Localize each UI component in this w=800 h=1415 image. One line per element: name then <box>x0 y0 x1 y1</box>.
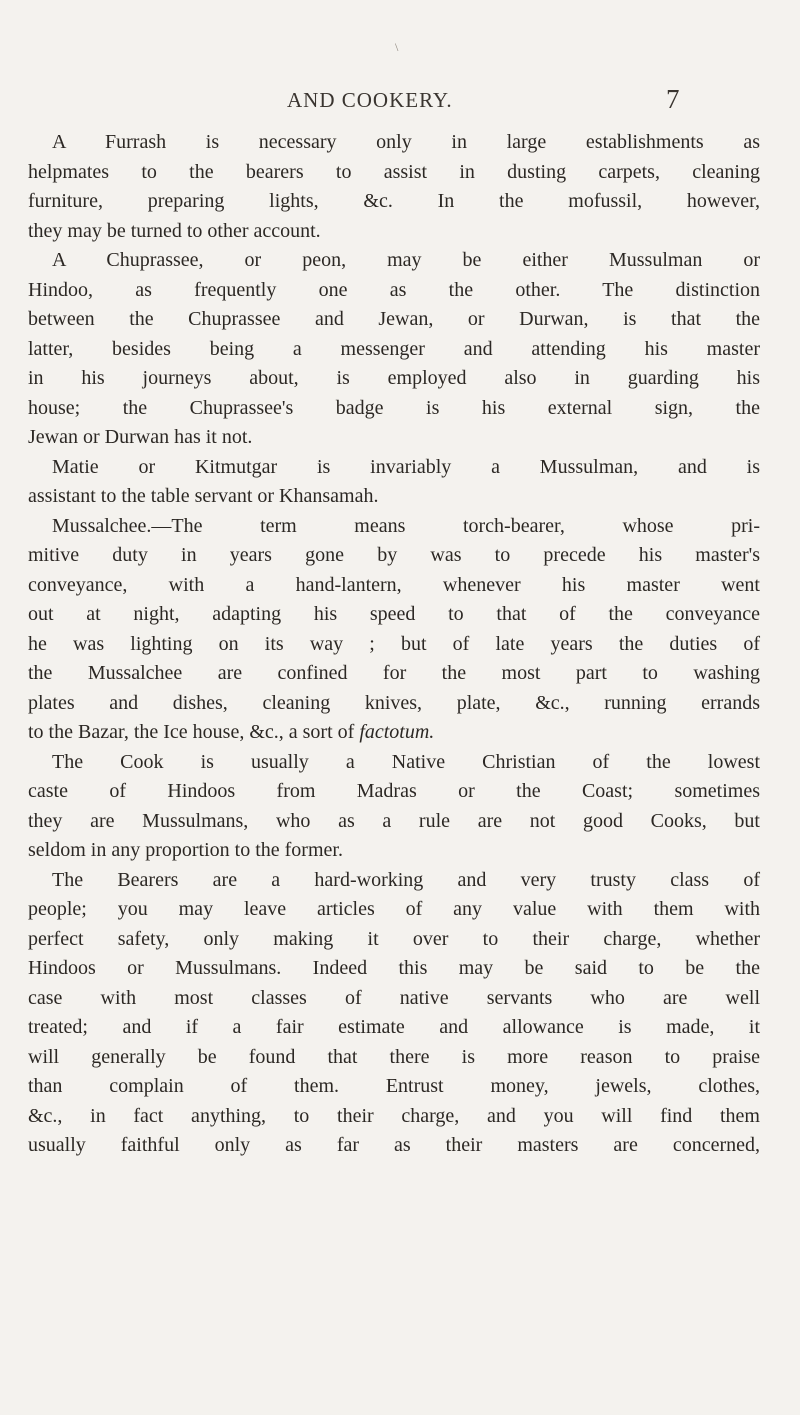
text-line: A Furrash is necessary only in large establishments as <box>52 131 760 153</box>
text-line: mitive duty in years gone by was to precede his master's <box>28 544 760 566</box>
text-line: Hindoos or Mussulmans. Indeed this may be said to be the <box>28 957 760 979</box>
text-line: Hindoo, as frequently one as the other. The distinction <box>28 278 760 301</box>
text-line: &c., in fact anything, to their charge, and you will find them <box>28 1104 760 1127</box>
text-line: Mussalchee.—The term means torch-bearer, whose pri- <box>52 514 760 537</box>
text-line: The Bearers are a hard-working and very trusty class of <box>52 868 760 891</box>
text-line: house; the Chuprassee's badge is his external sign, the <box>28 396 760 419</box>
text-line: case with most classes of native servants who are well <box>28 986 760 1009</box>
text-line: conveyance, with a hand-lantern, whenever his master went <box>28 573 760 596</box>
running-head-title: AND COOKERY. <box>287 88 453 112</box>
text-line: out at night, adapting his speed to that of the conveyance <box>28 603 760 625</box>
text-line: will generally be found that there is more reason to praise <box>28 1045 760 1068</box>
text-line: Matie or Kitmutgar is invariably a Mussulman, and is <box>52 455 760 478</box>
text-line: they are Mussulmans, who as a rule are not good Cooks, but <box>28 809 760 832</box>
text-line: perfect safety, only making it over to their charge, whether <box>28 927 760 950</box>
text-line: latter, besides being a messenger and attending his master <box>28 337 760 360</box>
text-line: caste of Hindoos from Madras or the Coast; sometimes <box>28 780 760 802</box>
text-line: in his journeys about, is employed also in guarding his <box>28 367 760 389</box>
text-line: plates and dishes, cleaning knives, plate, &c., running errands <box>28 691 760 714</box>
text-line: furniture, preparing lights, &c. In the mofussil, however, <box>28 190 760 212</box>
stray-print-mark: \ <box>395 40 399 54</box>
text-line: between the Chuprassee and Jewan, or Durwan, is that the <box>28 308 760 330</box>
text-line: treated; and if a fair estimate and allowance is made, it <box>28 1016 760 1038</box>
text-line: Jewan or Durwan has it not. <box>28 426 253 448</box>
text-line: assistant to the table servant or Khansamah. <box>28 485 379 507</box>
italic-term: factotum. <box>359 721 435 743</box>
text-line: helpmates to the bearers to assist in dusting carpets, cleaning <box>28 160 760 183</box>
text-line: he was lighting on its way ; but of late years the duties of <box>28 632 760 655</box>
text-line <box>28 718 760 748</box>
text-line: the Mussalchee are confined for the most part to washing <box>28 662 760 684</box>
text-line: they may be turned to other account. <box>28 219 321 242</box>
text-line: people; you may leave articles of any value with them with <box>28 898 760 920</box>
text-segment: to the Bazar, the Ice house, &c., a sort of <box>28 721 355 743</box>
text-line: than complain of them. Entrust money, jewels, clothes, <box>28 1075 760 1097</box>
running-head <box>0 84 800 122</box>
text-line: seldom in any proportion to the former. <box>28 839 343 861</box>
page-number: 7 <box>666 84 680 114</box>
text-line: A Chuprassee, or peon, may be either Mussulman or <box>52 249 760 271</box>
text-line: usually faithful only as far as their masters are concerned, <box>28 1134 760 1156</box>
text-line: The Cook is usually a Native Christian of the lowest <box>52 750 760 773</box>
body-text <box>28 128 760 1161</box>
